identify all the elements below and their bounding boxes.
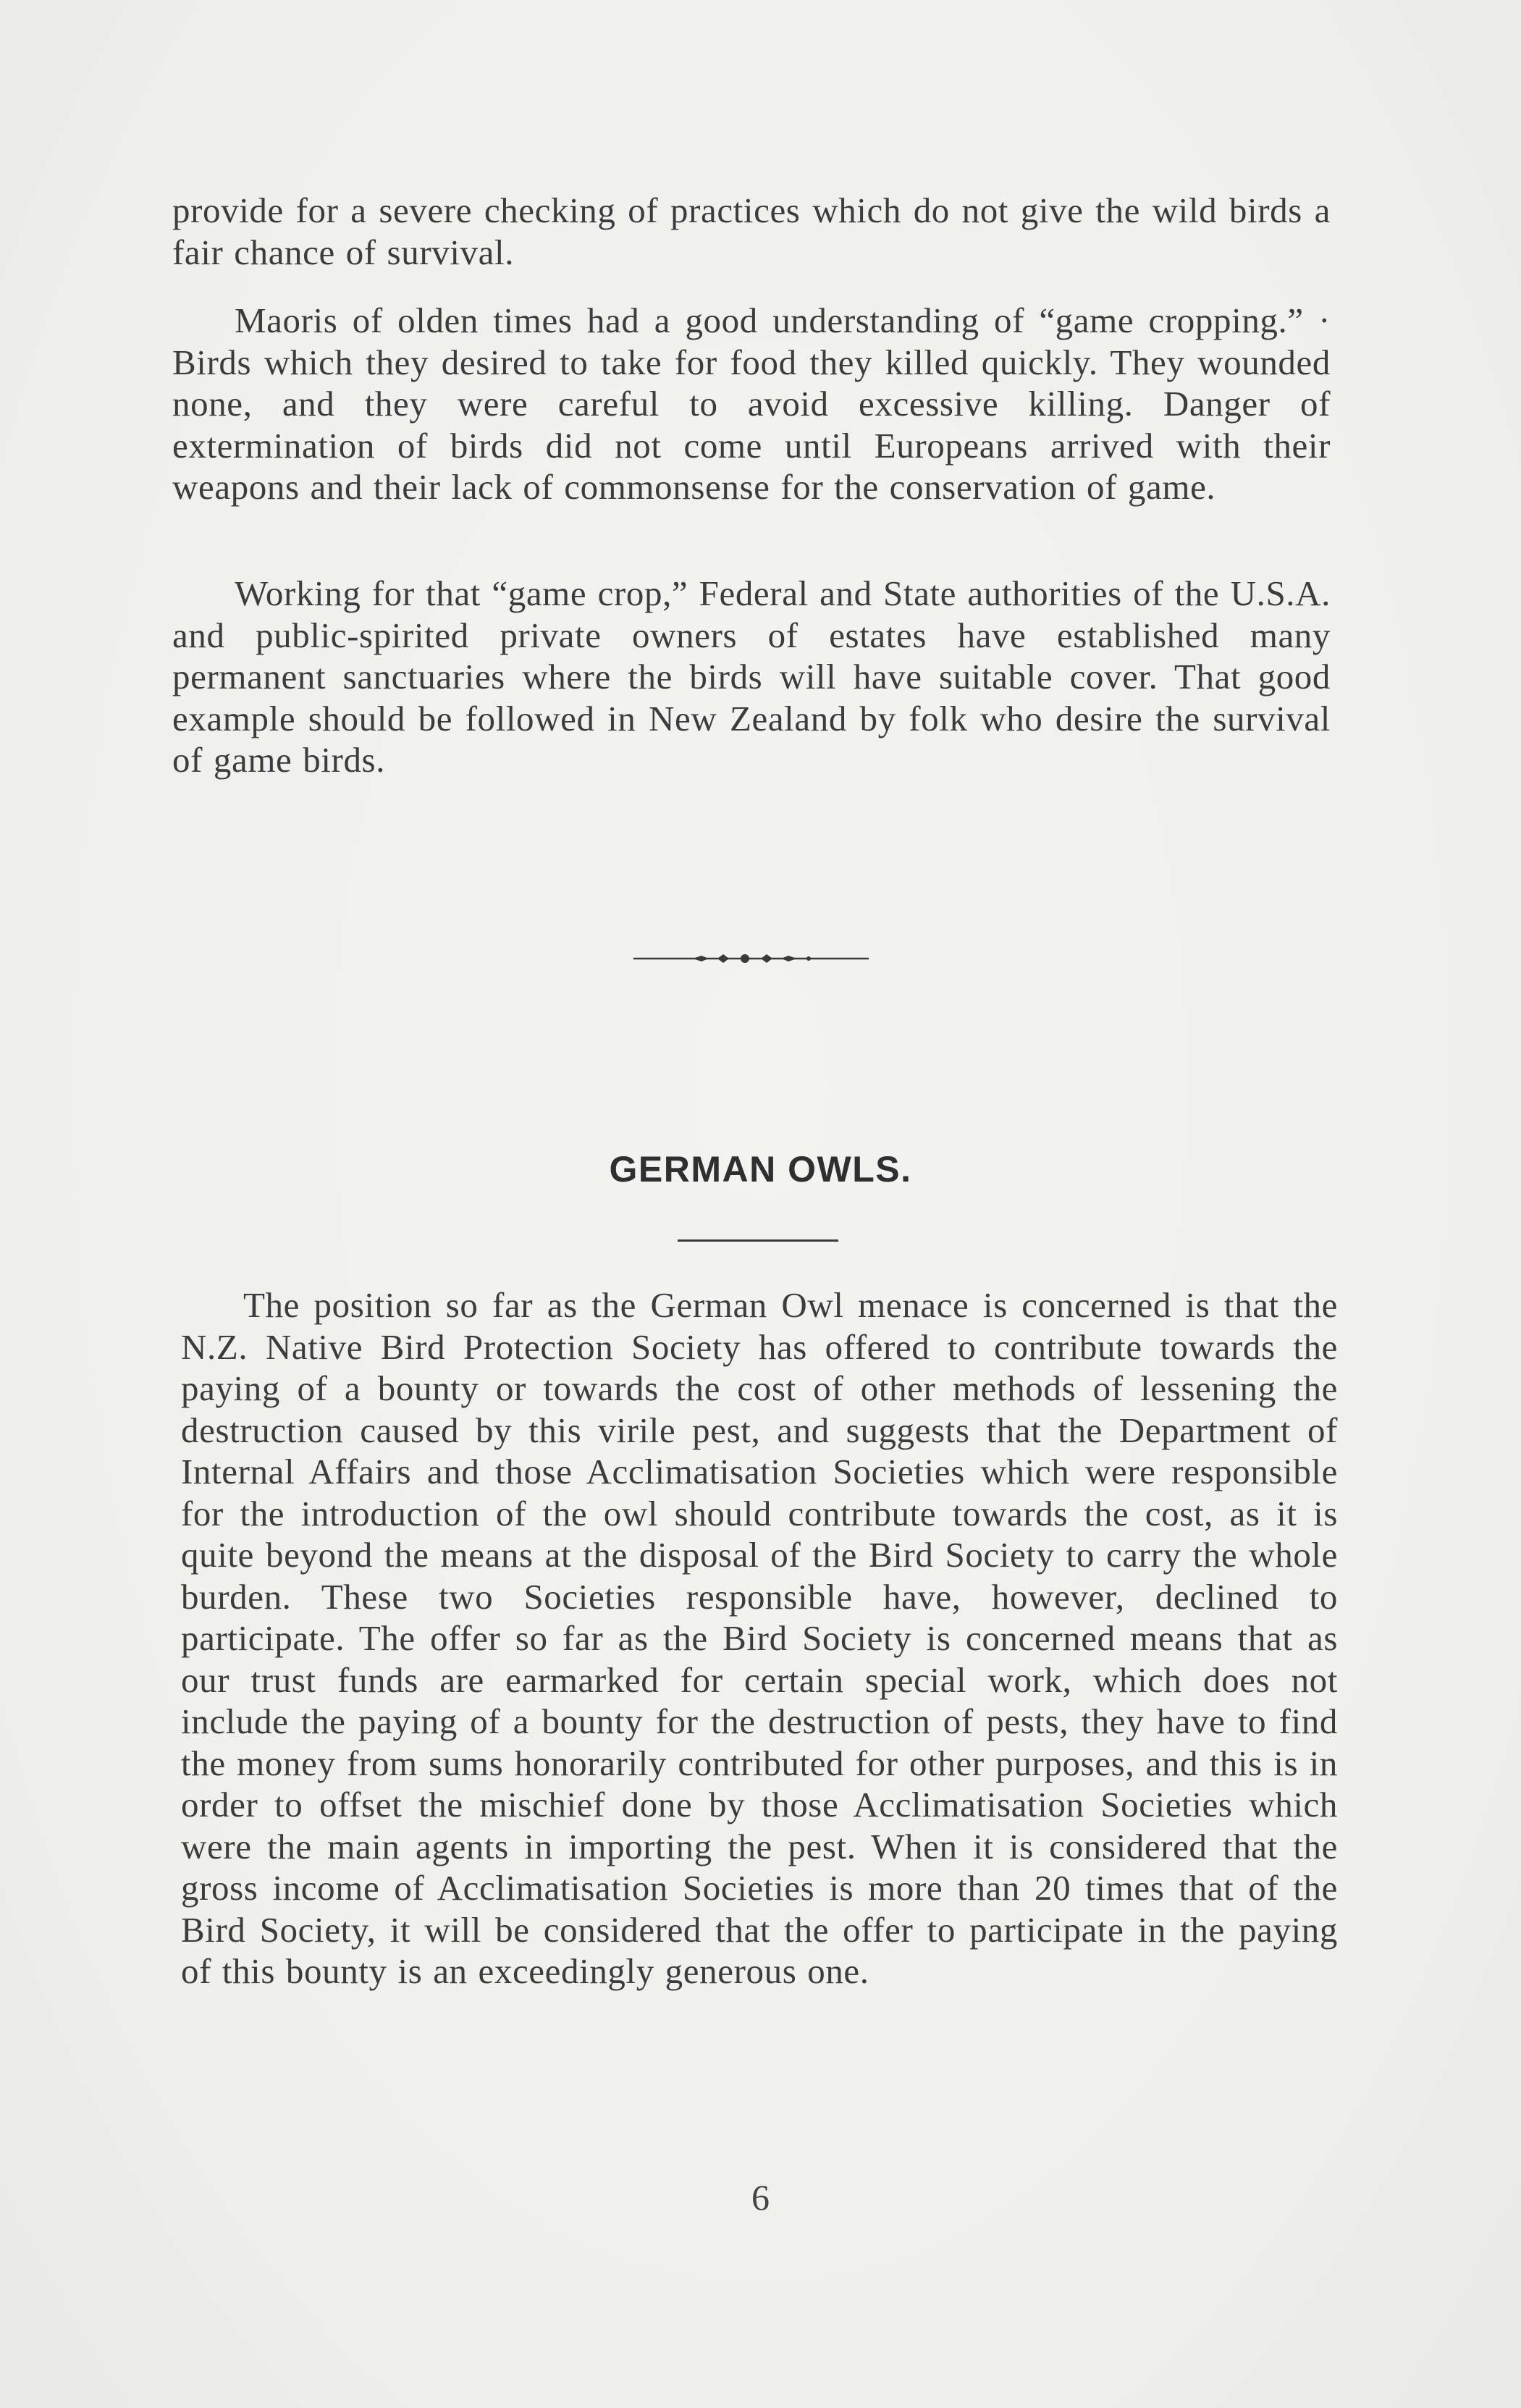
page-number: 6	[751, 2177, 770, 2218]
paragraph-maoris: Maoris of olden times had a good understanding of “game cropping.” · Birds which they desired to take for food they killed quickly. They wounded none, and they were careful to avoid excessive killing. Danger of extermination of birds did not come until Europeans arrived with their weapons and their lack of commonsense for the conservation of game.	[172, 300, 1331, 507]
paragraph-german-owls: The position so far as the German Owl menace is concerned is that the N.Z. Native Bird Protection Society has offered to contribute towards the paying of a bounty or towards the cost of other methods of lessening the destruction caused by this virile pest, and suggests that the Department of Internal Affairs and those Acclimatisation Societies which were responsible for the introduction of the owl should contribute towards the cost, as it is quite beyond the means at the disposal of the Bird Society to carry the whole burden. These two Societies responsible have, however, declined to participate. The offer so far as the Bird Society is concerned means that as our trust funds are earmarked for certain special work, which does not include the paying of a bounty for the destruction of pests, they have to find the money from sums honorarily contributed for other purposes, and this is in order to offset the mischief done by those Acclimatisation Societies which were the main agents in importing the pest. When it is considered that the gross income of Acclimatisation Societies is more than 20 times that of the Bird Society, it will be considered that the offer to participate in the paying of this bounty is an exceedingly generous one.	[181, 1285, 1338, 1991]
paragraph-continuation: provide for a severe checking of practices which do not give the wild birds a fair chance of survival.	[172, 190, 1331, 272]
ornament-divider	[633, 950, 869, 967]
section-heading: GERMAN OWLS.	[609, 1149, 912, 1190]
heading-underline-rule	[678, 1239, 838, 1242]
paragraph-game-crop: Working for that “game crop,” Federal and State authorities of the U.S.A. and public-spirited private owners of estates have established many permanent sanctuaries where the birds will have suitable cover. That good example should be followed in New Zealand by folk who desire the survival of game birds.	[172, 573, 1331, 780]
